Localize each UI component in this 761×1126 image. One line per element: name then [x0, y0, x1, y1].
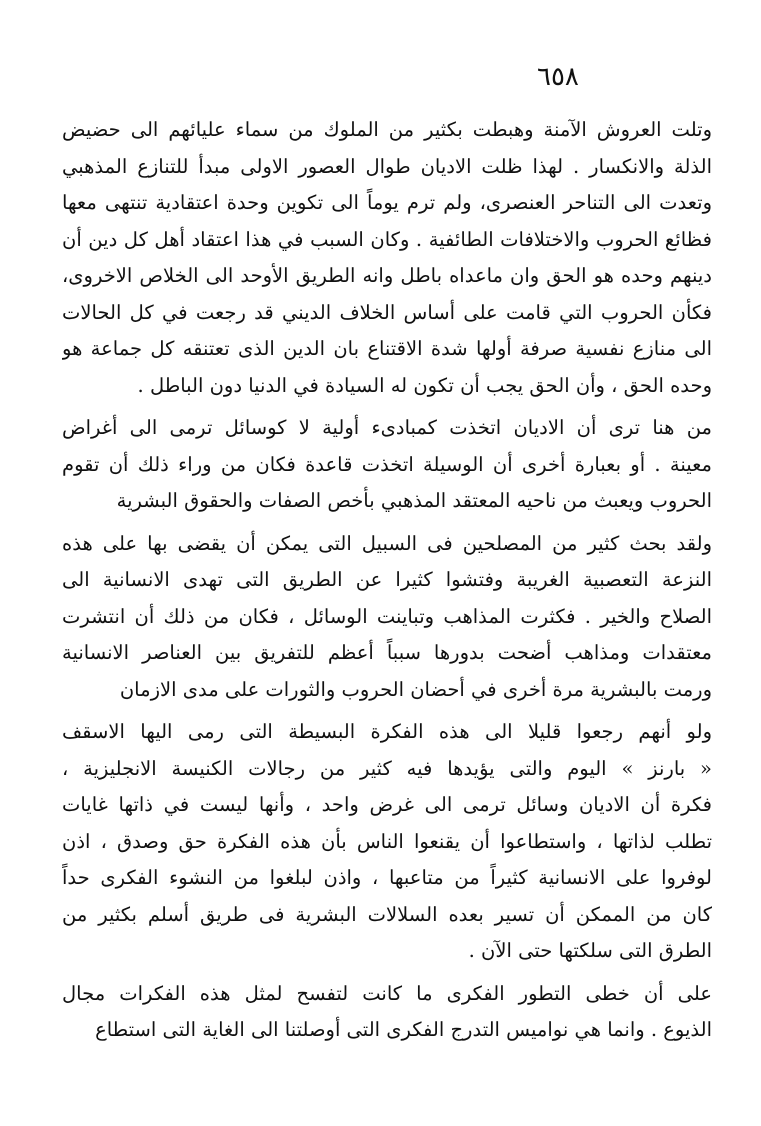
- text-line: الذلة والانكسار . لهذا ظلت الاديان طوال العصور الاولى مبدأ للتنازع المذهبي: [62, 154, 712, 178]
- text-line: على أن خطى التطور الفكرى ما كانت لتفسح لمثل هذه الفكرات مجال: [62, 981, 712, 1005]
- text-line: ولقد بحث كثير من المصلحين فى السبيل التى يمكن أن يقضى بها على هذه: [62, 531, 712, 555]
- text-line: الحروب ويعبث من ناحيه المعتقد المذهبي بأخص الصفات والحقوق البشرية: [116, 489, 712, 512]
- text-line: كان من الممكن أن تسير بعده السلالات البشرية فى طريق أسلم بكثير من: [62, 902, 712, 926]
- text-line: فكرة أن الاديان وسائل ترمى الى غرض واحد ، وأنها ليست في ذاتها غايات: [62, 793, 712, 816]
- text-line: الصلاح والخير . فكثرت المذاهب وتباينت الوسائل ، فكان من ذلك أن انتشرت: [62, 604, 712, 628]
- text-line: معتقدات ومذاهب أضحت بدورها سبباً أعظم للتفريق بين العناصر الانسانية: [62, 641, 712, 664]
- page-text: [62, 112, 712, 1049]
- paragraph: [62, 976, 712, 1049]
- paragraph: [62, 410, 712, 520]
- paragraph: [62, 112, 712, 404]
- text-line: وحده الحق ، وأن الحق يجب أن تكون له السيادة في الدنيا دون الباطل .: [137, 373, 712, 397]
- paragraph: [62, 526, 712, 709]
- text-line: فظائع الحروب والاختلافات الطائفية . وكان السبب في هذا اعتقاد أهل كل دين أن: [62, 227, 712, 251]
- text-line: معينة . أو بعبارة أخرى أن الوسيلة اتخذت قاعدة فكان من وراء ذلك أن تقوم: [62, 452, 712, 476]
- text-line: تطلب لذاتها ، واستطاعوا أن يقنعوا الناس بأن هذه الفكرة حق وصدق ، اذن: [62, 829, 712, 853]
- text-line: فكأن الحروب التي قامت على أساس الخلاف الديني قد رجعت في كل الحالات: [62, 300, 712, 324]
- page-number: ٦٥٨: [537, 62, 579, 92]
- text-line: الى منازع نفسية صرفة أولها شدة الاقتناع بان الدين الذى تعتنقه كل جماعة هو: [62, 337, 712, 360]
- text-line: لوفروا على الانسانية كثيراً من متاعبها ، واذن لبلغوا من النشوء الفكرى حداً: [62, 866, 712, 889]
- text-line: الطرق التى سلكتها حتى الآن .: [468, 939, 712, 962]
- text-line: « بارنز » اليوم والتى يؤيدها فيه كثير من رجالات الكنيسة الانجليزية ،: [62, 756, 712, 780]
- text-line: وتعدت الى التناحر العنصرى، ولم ترم يوماً الى تكوين وحدة اعتقادية تنتهى معها: [62, 191, 712, 214]
- paragraph: [62, 714, 712, 970]
- text-line: من هنا ترى أن الاديان اتخذت كمبادىء أولية لا كوسائل ترمى الى أغراض: [62, 416, 712, 439]
- text-line: وتلت العروش الآمنة وهبطت بكثير من الملوك من سماء عليائهم الى حضيض: [62, 118, 712, 141]
- text-line: ورمت بالبشرية مرة أخرى في أحضان الحروب والثورات على مدى الازمان: [119, 677, 712, 701]
- text-line: ولو أنهم رجعوا قليلا الى هذه الفكرة البسيطة التى رمى اليها الاسقف: [62, 720, 712, 743]
- text-line: دينهم وحده هو الحق وان ماعداه باطل وانه الطريق الأوحد الى الخلاص الاخروى،: [62, 264, 712, 287]
- text-line: النزعة التعصبية الغريبة وفتشوا كثيرا عن الطريق التى تهدى الانسانية الى: [62, 568, 712, 591]
- text-line: الذيوع . وانما هي نواميس التدرج الفكرى التى أوصلتنا الى الغاية التى استطاع: [95, 1018, 712, 1041]
